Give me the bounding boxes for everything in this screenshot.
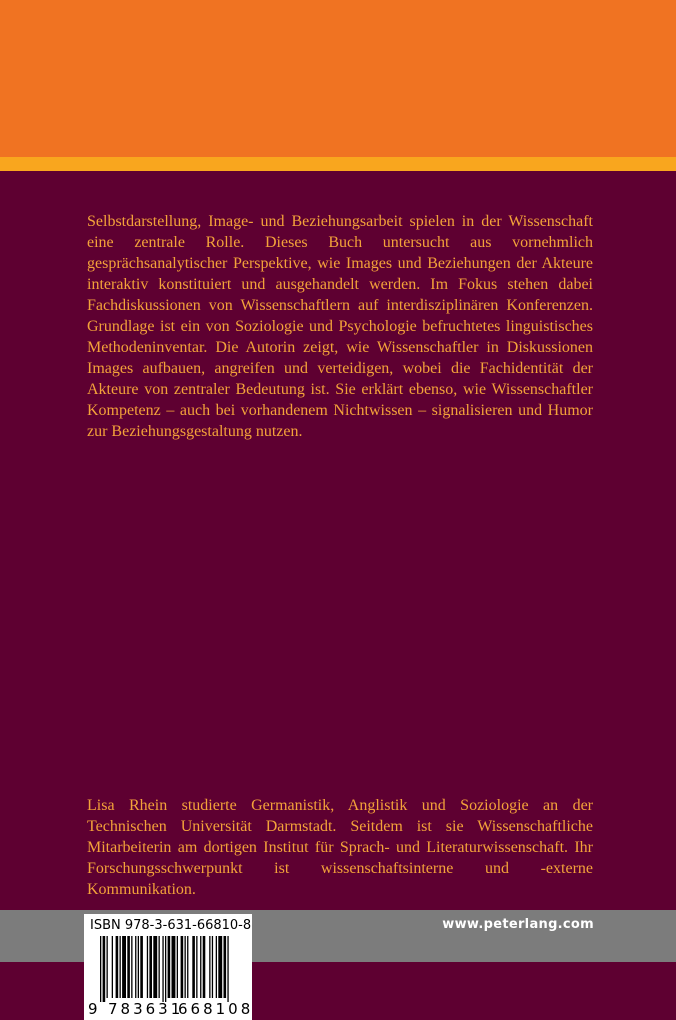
barcode-bar — [138, 936, 139, 998]
author-bio: Lisa Rhein studierte Germanistik, Anglistik und Soziologie an der Technischen Universität Darmstadt. Seitdem ist sie Wissenschaftliche Mitarbeiterin am dortigen Institut für Sprach- und Literaturwissenschaft. Ihr Forschungsschwerpunkt ist wissenschaftsinterne und -externe Kommunikation. — [87, 797, 593, 898]
barcode-bar — [209, 936, 210, 998]
barcode-bar — [212, 936, 213, 998]
barcode-right-digits: 668108 — [178, 1000, 254, 1018]
barcode-bar — [103, 936, 106, 1002]
publisher-website: www.peterlang.com — [442, 917, 594, 932]
barcode-bar — [135, 936, 136, 998]
barcode-bar — [149, 936, 152, 998]
barcode-first-digit: 9 — [88, 1000, 98, 1018]
barcode-bar — [112, 936, 113, 998]
barcode-bars — [84, 936, 252, 1002]
barcode-bar — [187, 936, 188, 998]
barcode-bar — [147, 936, 148, 998]
barcode-bar — [165, 936, 166, 1002]
barcode-bar — [153, 936, 157, 998]
isbn-number: ISBN 978-3-631-66810-8 — [90, 918, 252, 933]
barcode-bar — [168, 936, 171, 998]
barcode-bar — [181, 936, 184, 998]
barcode-bar — [227, 936, 228, 1002]
barcode-bar — [162, 936, 163, 1002]
barcode-bar — [116, 936, 119, 998]
barcode-bar — [127, 936, 130, 998]
barcode-bar — [224, 936, 227, 998]
barcode-bar — [122, 936, 126, 998]
top-yellow-stripe — [0, 157, 676, 171]
barcode-bar — [196, 936, 197, 998]
barcode-bar — [177, 936, 178, 998]
barcode-left-digits: 783631 — [108, 1000, 184, 1018]
barcode-bar — [120, 936, 121, 998]
top-orange-band — [0, 0, 676, 157]
isbn-barcode — [84, 914, 252, 1020]
barcode-bar — [203, 936, 206, 998]
barcode-bar — [140, 936, 143, 998]
barcode-bar — [131, 936, 132, 998]
barcode-bar — [172, 936, 176, 998]
barcode-bar — [100, 936, 101, 1002]
barcode-bar — [192, 936, 195, 998]
barcode-bar — [185, 936, 186, 998]
barcode-bar — [200, 936, 201, 998]
barcode-bar — [218, 936, 222, 998]
barcode-bar — [107, 936, 108, 998]
barcode-bar — [216, 936, 217, 998]
book-description: Selbstdarstellung, Image- und Beziehungsarbeit spielen in der Wissenschaft eine zentrale Rolle. Dieses Buch untersucht aus vornehmlich gesprächsanalytischer Perspektive, wie Images und Beziehungen der Akteure interaktiv konstituiert und ausgehandelt werden. Im Fokus stehen dabei Fachdiskussionen von Wissenschaftlern auf interdisziplinären Konferenzen. Grundlage ist ein von Soziologie und Psychologie befruchtetes linguistisches Methodeninventar. Die Autorin zeigt, wie Wissenschaftler in Diskussionen Images aufbauen, angreifen und verteidigen, wobei die Fachidentität der Akteure von zentraler Bedeutung ist. Sie erklärt ebenso, wie Wissenschaftler Kompetenz – auch bei vorhandenem Nichtwissen – signalisieren und Humor zur Beziehungsgestaltung nutzen. — [87, 213, 593, 440]
barcode-bar — [159, 936, 160, 998]
